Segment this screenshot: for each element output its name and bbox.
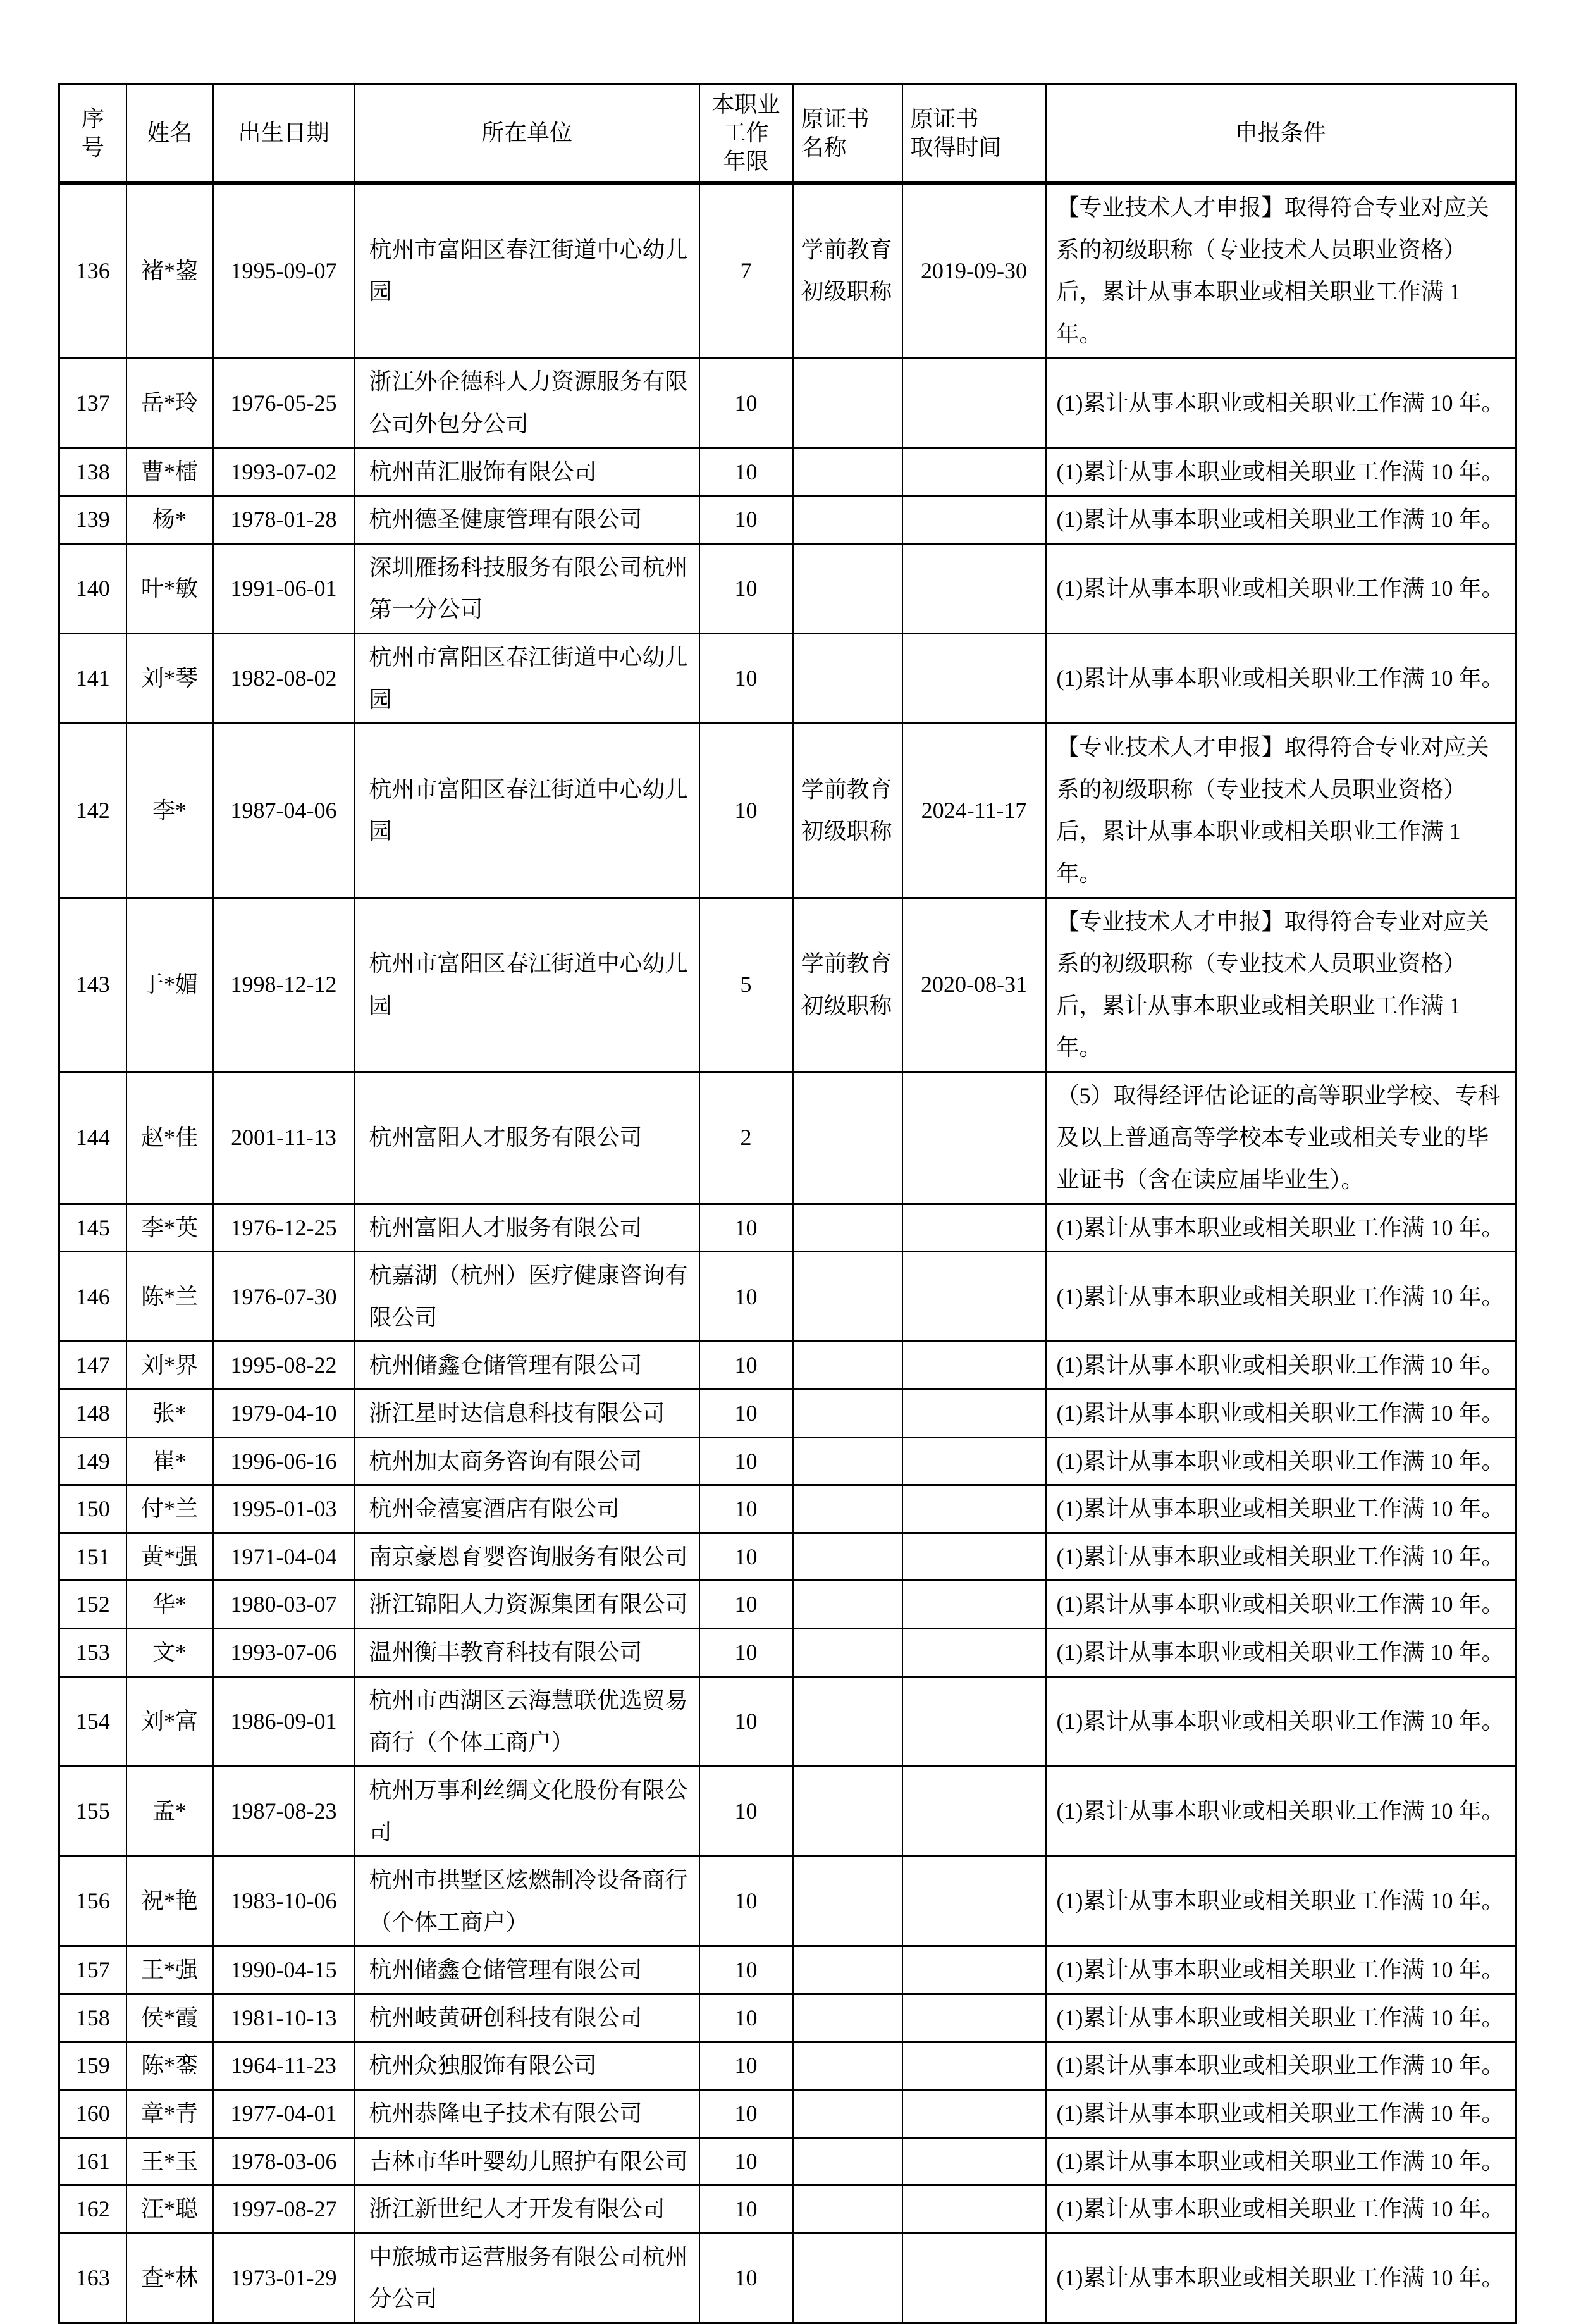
cell-unit: 深圳雁扬科技服务有限公司杭州第一分公司 — [355, 543, 699, 633]
cell-cert-name — [793, 1946, 902, 1994]
cell-cert-name — [793, 2137, 902, 2185]
cell-cert-date — [902, 1390, 1046, 1438]
cell-condition: (1)累计从事本职业或相关职业工作满 10 年。 — [1046, 1533, 1516, 1581]
cell-name: 章*青 — [126, 2089, 213, 2137]
cell-cert-name — [793, 1856, 902, 1946]
table-row — [59, 2089, 1516, 2137]
cell-years: 10 — [699, 633, 793, 723]
table-row — [59, 1390, 1516, 1438]
cell-unit: 杭州万事利丝绸文化股份有限公司 — [355, 1766, 699, 1856]
cell-dob: 1979-04-10 — [213, 1390, 355, 1438]
cell-condition: 【专业技术人才申报】取得符合专业对应关系的初级职称（专业技术人员职业资格）后，累计从事本职业或相关职业工作满 1 年。 — [1046, 724, 1516, 898]
cell-serial: 161 — [59, 2137, 126, 2185]
cell-years: 10 — [699, 448, 793, 496]
cell-cert-name: 学前教育初级职称 — [793, 898, 902, 1072]
cell-condition: (1)累计从事本职业或相关职业工作满 10 年。 — [1046, 2042, 1516, 2090]
header-row — [59, 85, 1516, 183]
col-header-cert-name: 原证书 名称 — [793, 85, 902, 183]
table-row — [59, 543, 1516, 633]
cell-cert-name — [793, 2185, 902, 2234]
cell-unit: 杭州众独服饰有限公司 — [355, 2042, 699, 2090]
cell-cert-name — [793, 1533, 902, 1581]
cell-cert-name — [793, 2233, 902, 2323]
cell-cert-date — [902, 448, 1046, 496]
table-row — [59, 1342, 1516, 1390]
cell-serial: 152 — [59, 1581, 126, 1629]
table-row — [59, 1581, 1516, 1629]
table-row — [59, 1485, 1516, 1533]
cell-condition: (1)累计从事本职业或相关职业工作满 10 年。 — [1046, 1485, 1516, 1533]
cell-unit: 杭州金禧宴酒店有限公司 — [355, 1485, 699, 1533]
cell-unit: 温州衡丰教育科技有限公司 — [355, 1629, 699, 1677]
table-row — [59, 1856, 1516, 1946]
cell-dob: 1976-05-25 — [213, 358, 355, 448]
cell-cert-date — [902, 1766, 1046, 1856]
table-row — [59, 1946, 1516, 1994]
cell-cert-date — [902, 2089, 1046, 2137]
cell-serial: 159 — [59, 2042, 126, 2090]
cell-condition: (1)累计从事本职业或相关职业工作满 10 年。 — [1046, 2137, 1516, 2185]
table-row — [59, 358, 1516, 448]
cell-cert-date — [902, 2233, 1046, 2323]
cell-unit: 杭州苗汇服饰有限公司 — [355, 448, 699, 496]
cell-dob: 1978-01-28 — [213, 496, 355, 544]
cell-years: 10 — [699, 2185, 793, 2234]
cell-cert-name — [793, 1485, 902, 1533]
cell-name: 陈*銮 — [126, 2042, 213, 2090]
cell-condition: (1)累计从事本职业或相关职业工作满 10 年。 — [1046, 2233, 1516, 2323]
cell-name: 张* — [126, 1390, 213, 1438]
cell-condition: (1)累计从事本职业或相关职业工作满 10 年。 — [1046, 1204, 1516, 1252]
cell-cert-date: 2019-09-30 — [902, 183, 1046, 358]
table-row — [59, 1676, 1516, 1766]
cell-cert-date — [902, 1485, 1046, 1533]
cell-years: 5 — [699, 898, 793, 1072]
cell-cert-name — [793, 1390, 902, 1438]
cell-dob: 2001-11-13 — [213, 1072, 355, 1204]
cell-serial: 140 — [59, 543, 126, 633]
cell-serial: 136 — [59, 183, 126, 358]
col-header-years: 本职业 工作 年限 — [699, 85, 793, 183]
cell-cert-name — [793, 358, 902, 448]
cell-cert-name — [793, 1766, 902, 1856]
cell-cert-date: 2020-08-31 — [902, 898, 1046, 1072]
cell-serial: 155 — [59, 1766, 126, 1856]
table-row — [59, 1252, 1516, 1342]
cell-years: 10 — [699, 2137, 793, 2185]
cell-unit: 浙江新世纪人才开发有限公司 — [355, 2185, 699, 2234]
cell-years: 10 — [699, 1485, 793, 1533]
table-row — [59, 448, 1516, 496]
cell-name: 岳*玲 — [126, 358, 213, 448]
cell-unit: 杭州岐黄研创科技有限公司 — [355, 1994, 699, 2042]
cell-unit: 杭州市富阳区春江街道中心幼儿园 — [355, 898, 699, 1072]
cell-serial: 163 — [59, 2233, 126, 2323]
cell-years: 10 — [699, 1204, 793, 1252]
table-row — [59, 1766, 1516, 1856]
cell-cert-name — [793, 448, 902, 496]
cell-condition: (1)累计从事本职业或相关职业工作满 10 年。 — [1046, 496, 1516, 544]
cell-unit: 杭州富阳人才服务有限公司 — [355, 1072, 699, 1204]
cell-name: 王*玉 — [126, 2137, 213, 2185]
cell-years: 10 — [699, 1533, 793, 1581]
cell-name: 王*强 — [126, 1946, 213, 1994]
cell-condition: (1)累计从事本职业或相关职业工作满 10 年。 — [1046, 1581, 1516, 1629]
cell-years: 10 — [699, 1342, 793, 1390]
table-row — [59, 898, 1516, 1072]
cell-condition: (1)累计从事本职业或相关职业工作满 10 年。 — [1046, 1629, 1516, 1677]
cell-name: 曹*檑 — [126, 448, 213, 496]
table-row — [59, 633, 1516, 723]
cell-years: 10 — [699, 1676, 793, 1766]
cell-unit: 中旅城市运营服务有限公司杭州分公司 — [355, 2233, 699, 2323]
cell-unit: 杭州加太商务咨询有限公司 — [355, 1437, 699, 1485]
col-header-dob: 出生日期 — [213, 85, 355, 183]
cell-condition: 【专业技术人才申报】取得符合专业对应关系的初级职称（专业技术人员职业资格）后，累计从事本职业或相关职业工作满 1 年。 — [1046, 183, 1516, 358]
cell-cert-name — [793, 633, 902, 723]
table-row — [59, 1994, 1516, 2042]
cell-cert-date — [902, 496, 1046, 544]
cell-condition: （5）取得经评估论证的高等职业学校、专科及以上普通高等学校本专业或相关专业的毕业证书（含在读应届毕业生）。 — [1046, 1072, 1516, 1204]
cell-serial: 157 — [59, 1946, 126, 1994]
cell-cert-date — [902, 1437, 1046, 1485]
cell-cert-date — [902, 2185, 1046, 2234]
cell-cert-name — [793, 1994, 902, 2042]
cell-name: 李*英 — [126, 1204, 213, 1252]
cell-years: 10 — [699, 1252, 793, 1342]
table-body — [59, 183, 1516, 2323]
col-header-name: 姓名 — [126, 85, 213, 183]
cell-cert-date — [902, 1629, 1046, 1677]
cell-years: 2 — [699, 1072, 793, 1204]
cell-condition: (1)累计从事本职业或相关职业工作满 10 年。 — [1046, 2089, 1516, 2137]
table-row — [59, 2185, 1516, 2234]
cell-unit: 南京豪恩育婴咨询服务有限公司 — [355, 1533, 699, 1581]
cell-years: 10 — [699, 1946, 793, 1994]
cell-serial: 139 — [59, 496, 126, 544]
cell-cert-date — [902, 1072, 1046, 1204]
cell-serial: 138 — [59, 448, 126, 496]
cell-cert-date — [902, 1204, 1046, 1252]
cell-unit: 杭州市富阳区春江街道中心幼儿园 — [355, 183, 699, 358]
cell-cert-date — [902, 1676, 1046, 1766]
cell-dob: 1990-04-15 — [213, 1946, 355, 1994]
cell-name: 汪*聪 — [126, 2185, 213, 2234]
cell-cert-name — [793, 1676, 902, 1766]
cell-cert-date — [902, 1946, 1046, 1994]
cell-dob: 1982-08-02 — [213, 633, 355, 723]
cell-cert-name — [793, 1437, 902, 1485]
cell-unit: 浙江锦阳人力资源集团有限公司 — [355, 1581, 699, 1629]
cell-years: 10 — [699, 1581, 793, 1629]
cell-name: 付*兰 — [126, 1485, 213, 1533]
cell-serial: 144 — [59, 1072, 126, 1204]
col-header-cert-date: 原证书 取得时间 — [902, 85, 1046, 183]
table-row — [59, 724, 1516, 898]
cell-condition: (1)累计从事本职业或相关职业工作满 10 年。 — [1046, 1342, 1516, 1390]
cell-name: 查*林 — [126, 2233, 213, 2323]
cell-serial: 162 — [59, 2185, 126, 2234]
cell-serial: 150 — [59, 1485, 126, 1533]
cell-name: 黄*强 — [126, 1533, 213, 1581]
table-row — [59, 183, 1516, 358]
cell-condition: (1)累计从事本职业或相关职业工作满 10 年。 — [1046, 448, 1516, 496]
cell-cert-date — [902, 358, 1046, 448]
table-row — [59, 1533, 1516, 1581]
cell-dob: 1995-08-22 — [213, 1342, 355, 1390]
cell-years: 10 — [699, 1437, 793, 1485]
cell-serial: 141 — [59, 633, 126, 723]
table-row — [59, 2233, 1516, 2323]
col-header-serial: 序 号 — [59, 85, 126, 183]
cell-cert-name: 学前教育初级职称 — [793, 183, 902, 358]
cell-name: 陈*兰 — [126, 1252, 213, 1342]
cell-dob: 1971-04-04 — [213, 1533, 355, 1581]
cell-unit: 杭州市富阳区春江街道中心幼儿园 — [355, 724, 699, 898]
cell-dob: 1986-09-01 — [213, 1676, 355, 1766]
cell-unit: 杭州恭隆电子技术有限公司 — [355, 2089, 699, 2137]
cell-condition: (1)累计从事本职业或相关职业工作满 10 年。 — [1046, 633, 1516, 723]
cell-cert-date — [902, 1856, 1046, 1946]
table-row — [59, 1204, 1516, 1252]
cell-serial: 153 — [59, 1629, 126, 1677]
cell-years: 10 — [699, 2089, 793, 2137]
cell-cert-name: 学前教育初级职称 — [793, 724, 902, 898]
cell-cert-date — [902, 2042, 1046, 2090]
table-row — [59, 1629, 1516, 1677]
cell-cert-date — [902, 1533, 1046, 1581]
cell-unit: 杭州市拱墅区炫燃制冷设备商行（个体工商户） — [355, 1856, 699, 1946]
cell-cert-name — [793, 543, 902, 633]
cell-cert-date — [902, 633, 1046, 723]
cell-name: 叶*敏 — [126, 543, 213, 633]
cell-dob: 1981-10-13 — [213, 1994, 355, 2042]
cell-years: 10 — [699, 1856, 793, 1946]
cell-dob: 1993-07-02 — [213, 448, 355, 496]
cell-years: 10 — [699, 1390, 793, 1438]
cell-name: 杨* — [126, 496, 213, 544]
cell-cert-name — [793, 2089, 902, 2137]
cell-dob: 1976-07-30 — [213, 1252, 355, 1342]
cell-condition: (1)累计从事本职业或相关职业工作满 10 年。 — [1046, 1437, 1516, 1485]
cell-condition: (1)累计从事本职业或相关职业工作满 10 年。 — [1046, 358, 1516, 448]
col-header-unit: 所在单位 — [355, 85, 699, 183]
cell-unit: 杭州德圣健康管理有限公司 — [355, 496, 699, 544]
cell-condition: (1)累计从事本职业或相关职业工作满 10 年。 — [1046, 1994, 1516, 2042]
table-row — [59, 1072, 1516, 1204]
cell-serial: 158 — [59, 1994, 126, 2042]
cell-serial: 149 — [59, 1437, 126, 1485]
cell-dob: 1983-10-06 — [213, 1856, 355, 1946]
cell-cert-date — [902, 1581, 1046, 1629]
col-header-condition: 申报条件 — [1046, 85, 1516, 183]
cell-years: 10 — [699, 2042, 793, 2090]
cell-years: 10 — [699, 543, 793, 633]
cell-dob: 1995-01-03 — [213, 1485, 355, 1533]
cell-dob: 1993-07-06 — [213, 1629, 355, 1677]
cell-condition: (1)累计从事本职业或相关职业工作满 10 年。 — [1046, 1946, 1516, 1994]
cell-name: 侯*霞 — [126, 1994, 213, 2042]
cell-name: 华* — [126, 1581, 213, 1629]
cell-condition: (1)累计从事本职业或相关职业工作满 10 年。 — [1046, 1856, 1516, 1946]
table-row — [59, 496, 1516, 544]
cell-unit: 浙江星时达信息科技有限公司 — [355, 1390, 699, 1438]
cell-serial: 146 — [59, 1252, 126, 1342]
cell-cert-name — [793, 1342, 902, 1390]
cell-unit: 杭州市富阳区春江街道中心幼儿园 — [355, 633, 699, 723]
cell-cert-date — [902, 1252, 1046, 1342]
cell-serial: 143 — [59, 898, 126, 1072]
table-row — [59, 2137, 1516, 2185]
cell-dob: 1996-06-16 — [213, 1437, 355, 1485]
cell-cert-name — [793, 1204, 902, 1252]
cell-serial: 156 — [59, 1856, 126, 1946]
cell-unit: 吉林市华叶婴幼儿照护有限公司 — [355, 2137, 699, 2185]
cell-cert-name — [793, 1252, 902, 1342]
cell-condition: (1)累计从事本职业或相关职业工作满 10 年。 — [1046, 543, 1516, 633]
cell-serial: 147 — [59, 1342, 126, 1390]
cell-cert-date — [902, 1342, 1046, 1390]
cell-name: 孟* — [126, 1766, 213, 1856]
cell-serial: 142 — [59, 724, 126, 898]
cell-dob: 1987-08-23 — [213, 1766, 355, 1856]
cell-unit: 杭州富阳人才服务有限公司 — [355, 1204, 699, 1252]
cell-dob: 1991-06-01 — [213, 543, 355, 633]
cell-dob: 1995-09-07 — [213, 183, 355, 358]
cell-cert-date: 2024-11-17 — [902, 724, 1046, 898]
table-row — [59, 1437, 1516, 1485]
cell-years: 10 — [699, 1766, 793, 1856]
cell-dob: 1987-04-06 — [213, 724, 355, 898]
cell-serial: 145 — [59, 1204, 126, 1252]
cell-name: 褚*鋆 — [126, 183, 213, 358]
cell-unit: 杭州市西湖区云海慧联优选贸易商行（个体工商户） — [355, 1676, 699, 1766]
cell-unit: 浙江外企德科人力资源服务有限公司外包分公司 — [355, 358, 699, 448]
cell-cert-date — [902, 2137, 1046, 2185]
cell-name: 刘*界 — [126, 1342, 213, 1390]
cell-condition: 【专业技术人才申报】取得符合专业对应关系的初级职称（专业技术人员职业资格）后，累计从事本职业或相关职业工作满 1 年。 — [1046, 898, 1516, 1072]
cell-unit: 杭州储鑫仓储管理有限公司 — [355, 1342, 699, 1390]
cell-cert-name — [793, 1072, 902, 1204]
cell-name: 赵*佳 — [126, 1072, 213, 1204]
cell-years: 10 — [699, 2233, 793, 2323]
cell-condition: (1)累计从事本职业或相关职业工作满 10 年。 — [1046, 1676, 1516, 1766]
cell-serial: 160 — [59, 2089, 126, 2137]
cell-cert-name — [793, 496, 902, 544]
cell-name: 刘*琴 — [126, 633, 213, 723]
cell-cert-name — [793, 2042, 902, 2090]
cell-years: 7 — [699, 183, 793, 358]
cell-dob: 1973-01-29 — [213, 2233, 355, 2323]
cell-cert-name — [793, 1629, 902, 1677]
cell-name: 祝*艳 — [126, 1856, 213, 1946]
cell-cert-date — [902, 543, 1046, 633]
cell-name: 刘*富 — [126, 1676, 213, 1766]
cell-dob: 1977-04-01 — [213, 2089, 355, 2137]
cell-years: 10 — [699, 1629, 793, 1677]
cell-dob: 1998-12-12 — [213, 898, 355, 1072]
cell-cert-name — [793, 1581, 902, 1629]
cell-dob: 1997-08-27 — [213, 2185, 355, 2234]
cell-unit: 杭嘉湖（杭州）医疗健康咨询有限公司 — [355, 1252, 699, 1342]
cell-years: 10 — [699, 496, 793, 544]
cell-years: 10 — [699, 358, 793, 448]
applicant-table — [58, 83, 1517, 2324]
cell-condition: (1)累计从事本职业或相关职业工作满 10 年。 — [1046, 1252, 1516, 1342]
cell-serial: 148 — [59, 1390, 126, 1438]
cell-name: 于*媚 — [126, 898, 213, 1072]
cell-name: 文* — [126, 1629, 213, 1677]
cell-years: 10 — [699, 724, 793, 898]
cell-name: 李* — [126, 724, 213, 898]
cell-unit: 杭州储鑫仓储管理有限公司 — [355, 1946, 699, 1994]
cell-years: 10 — [699, 1994, 793, 2042]
cell-condition: (1)累计从事本职业或相关职业工作满 10 年。 — [1046, 1390, 1516, 1438]
cell-dob: 1978-03-06 — [213, 2137, 355, 2185]
cell-dob: 1964-11-23 — [213, 2042, 355, 2090]
cell-dob: 1976-12-25 — [213, 1204, 355, 1252]
cell-serial: 137 — [59, 358, 126, 448]
cell-cert-date — [902, 1994, 1046, 2042]
cell-dob: 1980-03-07 — [213, 1581, 355, 1629]
cell-condition: (1)累计从事本职业或相关职业工作满 10 年。 — [1046, 2185, 1516, 2234]
cell-serial: 154 — [59, 1676, 126, 1766]
cell-name: 崔* — [126, 1437, 213, 1485]
cell-serial: 151 — [59, 1533, 126, 1581]
table-row — [59, 2042, 1516, 2090]
cell-condition: (1)累计从事本职业或相关职业工作满 10 年。 — [1046, 1766, 1516, 1856]
